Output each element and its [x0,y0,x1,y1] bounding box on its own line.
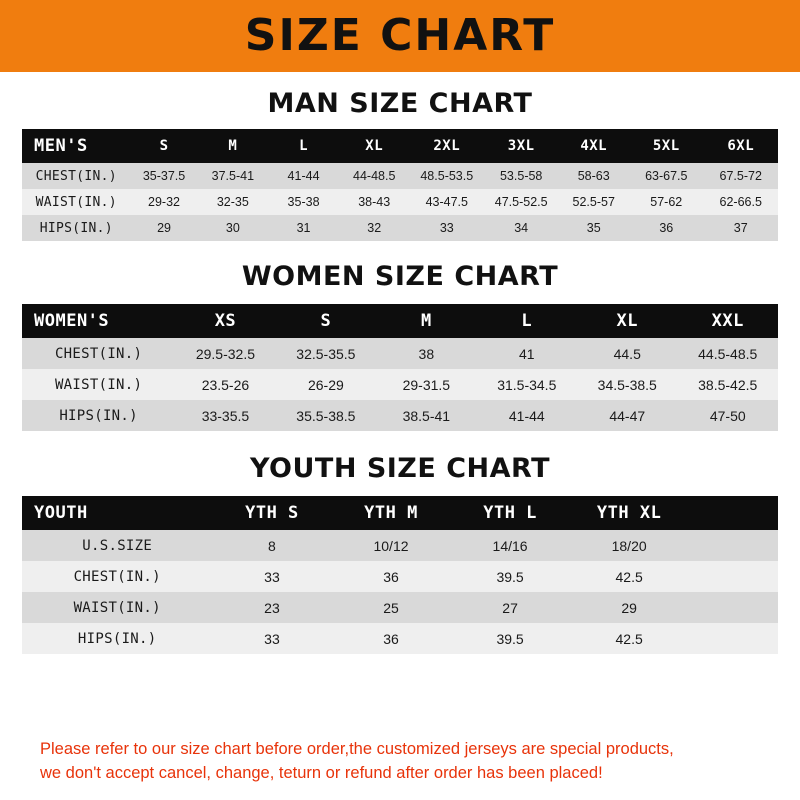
cell-spacer [689,592,778,623]
cell: 34 [514,221,529,235]
cell: 23.5-26 [201,376,250,393]
table-row [22,215,778,241]
cell: 10/12 [373,537,409,554]
man-section-title: MAN SIZE CHART [267,88,533,119]
cell: 36 [659,221,674,235]
cell: 27 [502,599,518,616]
column-header: XL [365,138,384,154]
cell: 47.5-52.5 [494,195,548,209]
cell: 38.5-42.5 [698,376,758,393]
table-row [22,623,778,654]
cell: 48.5-53.5 [420,169,474,183]
cell: 44.5-48.5 [698,345,758,362]
footer-note-line-2: we don't accept cancel, change, teturn or refund after order has been placed! [40,764,603,783]
table-header-row [22,496,778,530]
column-header: XS [214,311,237,331]
cell-spacer [689,561,778,592]
table-row [22,189,778,215]
youth-section-title: YOUTH SIZE CHART [249,453,551,484]
column-header: YTH M [364,503,418,523]
table-row [22,592,778,623]
cell: 53.5-58 [499,169,543,183]
footer-note-line-1: Please refer to our size chart before order,the customized jerseys are special products, [40,740,674,759]
cell: 33 [439,221,454,235]
cell: 42.5 [615,630,643,647]
row-label: CHEST(IN.) [73,568,161,585]
cell: 33-35.5 [201,407,250,424]
cell: 67.5-72 [719,169,762,183]
cell: 32.5-35.5 [296,345,356,362]
column-header: 3XL [507,138,535,154]
cell: 36 [383,630,399,647]
cell: 33 [264,568,280,585]
cell: 35.5-38.5 [296,407,356,424]
content-area [0,72,800,800]
column-header: S [159,138,169,154]
column-header: M [228,138,238,154]
cell: 31.5-34.5 [497,376,557,393]
row-label: WAIST(IN.) [73,599,161,616]
cell: 47-50 [709,407,746,424]
cell: 57-62 [650,195,683,209]
cell: 62-66.5 [719,195,762,209]
column-header-spacer [689,496,778,530]
cell: 23 [264,599,280,616]
cell-spacer [689,530,778,561]
table-row [22,400,778,431]
table-row [22,369,778,400]
row-label: HIPS(IN.) [77,630,157,647]
cell: 38 [418,345,435,362]
man-size-table [22,129,778,241]
row-label: WAIST(IN.) [35,194,117,210]
column-header: YTH L [483,503,537,523]
table-row [22,163,778,189]
cell: 33 [264,630,280,647]
row-label: CHEST(IN.) [35,168,117,184]
row-label: HIPS(IN.) [59,407,138,424]
column-header: YOUTH [34,503,88,523]
column-header: 4XL [580,138,608,154]
column-header: XL [616,311,638,331]
cell: 32 [367,221,382,235]
header-banner [0,0,800,72]
cell: 25 [383,599,399,616]
cell: 14/16 [492,537,528,554]
column-header: 5XL [652,138,680,154]
column-header: 6XL [727,138,755,154]
column-header: WOMEN'S [34,311,110,331]
page-title: SIZE CHART [244,10,556,61]
cell: 38-43 [358,195,391,209]
youth-size-table [22,496,778,654]
column-header: L [521,311,533,331]
row-label: CHEST(IN.) [54,345,143,362]
cell: 8 [268,537,276,554]
cell: 31 [296,221,311,235]
row-label: HIPS(IN.) [39,220,113,236]
column-header: 2XL [433,138,461,154]
cell: 58-63 [577,169,610,183]
cell: 38.5-41 [402,407,451,424]
cell: 18/20 [611,537,647,554]
cell: 35-38 [287,195,320,209]
cell: 26-29 [307,376,344,393]
cell: 30 [225,221,240,235]
cell: 63-67.5 [645,169,688,183]
column-header: MEN'S [34,136,88,156]
cell: 42.5 [615,568,643,585]
cell: 32-35 [216,195,249,209]
cell: 37 [733,221,748,235]
cell: 44-47 [609,407,646,424]
cell: 29.5-32.5 [195,345,256,362]
cell: 44.5 [613,345,641,362]
table-header-row [22,129,778,163]
cell: 35-37.5 [142,169,186,183]
cell: 29 [157,221,171,235]
cell: 41 [519,345,535,362]
cell: 29-32 [148,195,181,209]
cell-spacer [689,623,778,654]
table-row [22,561,778,592]
cell: 29-31.5 [402,376,451,393]
table-row [22,530,778,561]
cell: 41-44 [508,407,545,424]
women-section-title: WOMEN SIZE CHART [241,261,559,292]
cell: 39.5 [496,630,524,647]
women-size-table [22,304,778,431]
cell: 37.5-41 [211,169,255,183]
row-label: U.S.SIZE [82,537,153,554]
cell: 36 [383,568,399,585]
cell: 29 [621,599,637,616]
cell: 43-47.5 [425,195,468,209]
column-header: YTH S [245,503,299,523]
cell: 35 [586,221,601,235]
column-header: YTH XL [596,503,662,523]
cell: 34.5-38.5 [597,376,657,393]
cell: 52.5-57 [572,195,615,209]
column-header: L [299,138,309,154]
table-header-row [22,304,778,338]
cell: 39.5 [496,568,524,585]
cell: 44-48.5 [353,169,396,183]
column-header: M [420,311,432,331]
cell: 41-44 [287,169,320,183]
table-row [22,338,778,369]
column-header: S [320,311,332,331]
row-label: WAIST(IN.) [54,376,143,393]
footer-note [22,730,778,800]
column-header: XXL [711,311,744,331]
